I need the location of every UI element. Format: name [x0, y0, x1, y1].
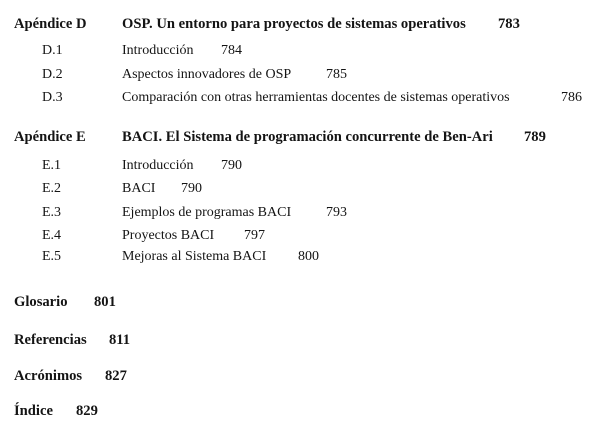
toc-entry-title: Comparación con otras herramientas docentes de sistemas operativos [122, 90, 510, 105]
toc-entry-title: BACI [122, 181, 156, 196]
toc-entry-title: Ejemplos de programas BACI [122, 205, 292, 220]
toc-entry-title: Mejoras al Sistema BACI [122, 249, 267, 264]
back-matter-page: 827 [105, 368, 127, 384]
toc-entry-number: E.2 [42, 181, 62, 196]
back-matter-title: Referencias [14, 332, 87, 348]
appendix-e-page: 789 [524, 129, 546, 145]
toc-entry-title: Aspectos innovadores de OSP [122, 67, 292, 82]
toc-entry-page: 790 [221, 158, 242, 173]
appendix-d-label: Apéndice D [14, 16, 87, 32]
toc-entry-page: 800 [298, 249, 319, 264]
toc-entry-number: D.3 [42, 90, 63, 105]
toc-entry-page: 784 [221, 43, 242, 58]
toc-entry-page: 786 [561, 90, 582, 105]
back-matter-title: Acrónimos [14, 368, 83, 384]
back-matter-title: Índice [14, 403, 53, 419]
back-matter-title: Glosario [14, 294, 68, 310]
toc-entry-number: D.2 [42, 67, 63, 82]
toc-entry-number: E.4 [42, 228, 62, 243]
toc-entry-page: 793 [326, 205, 347, 220]
toc-entry-number: E.1 [42, 158, 62, 173]
appendix-e-title: BACI. El Sistema de programación concurrente de Ben-Ari [122, 129, 493, 145]
toc-entry-title: Introducción [122, 158, 194, 173]
appendix-e-label: Apéndice E [14, 129, 86, 145]
back-matter-page: 801 [94, 294, 116, 310]
back-matter-page: 811 [109, 332, 131, 348]
toc-entry-title: Introducción [122, 43, 194, 58]
toc-entry-title: Proyectos BACI [122, 228, 215, 243]
appendix-d-title: OSP. Un entorno para proyectos de sistemas operativos [122, 16, 466, 32]
toc-entry-page: 790 [181, 181, 202, 196]
toc-entry-page: 797 [244, 228, 265, 243]
back-matter-page: 829 [76, 403, 98, 419]
toc-entry-page: 785 [326, 67, 347, 82]
toc-entry-number: E.5 [42, 249, 62, 264]
toc-entry-number: E.3 [42, 205, 62, 220]
appendix-d-page: 783 [498, 16, 520, 32]
toc-entry-number: D.1 [42, 43, 63, 58]
